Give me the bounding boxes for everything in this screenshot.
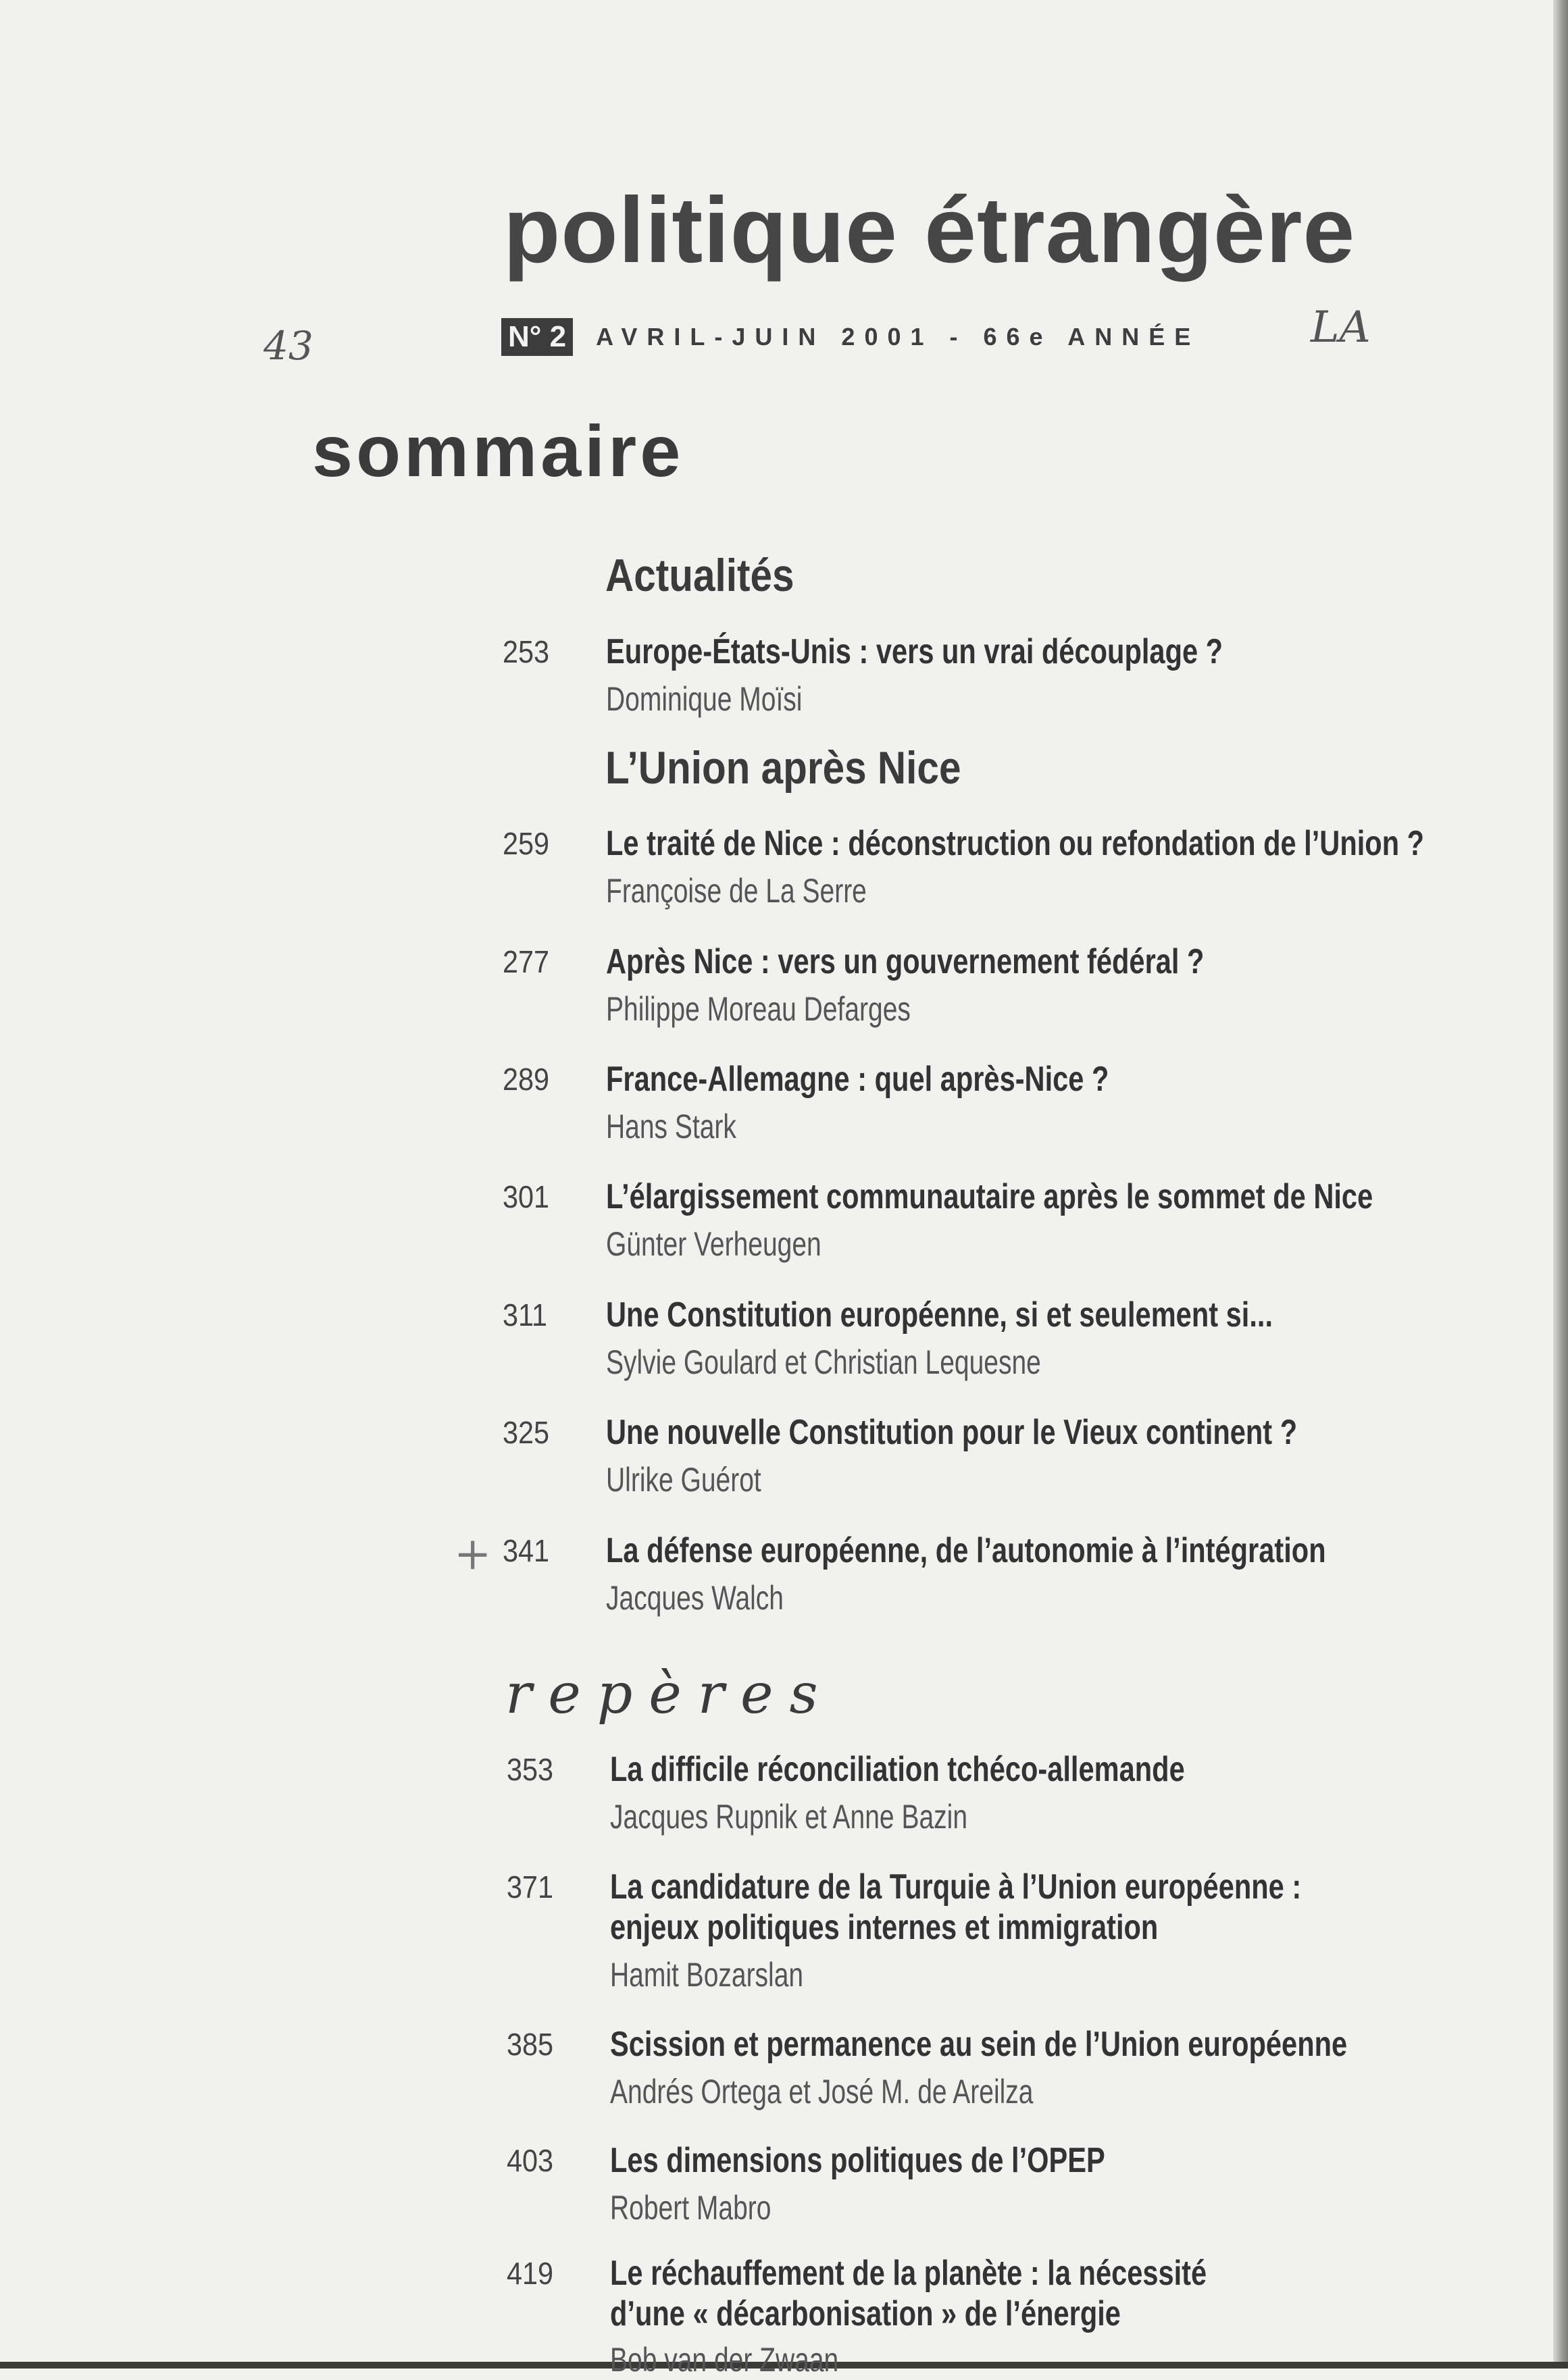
entry-author: Jacques Rupnik et Anne Bazin — [610, 1798, 968, 1836]
handwritten-margin-mark: + — [454, 1528, 492, 1580]
entry-page-number: 385 — [507, 2027, 554, 2062]
page-edge — [1553, 0, 1568, 2369]
entry-title-line2: d’une « décarbonisation » de l’énergie — [610, 2294, 1121, 2333]
entry-title: Scission et permanence au sein de l’Union européenne — [610, 2025, 1348, 2064]
entry-author: Dominique Moïsi — [606, 680, 803, 718]
entry-author: Philippe Moreau Defarges — [606, 990, 911, 1028]
section-union-apres-nice: L’Union après Nice — [605, 742, 961, 794]
entry-author: Bob van der Zwaan — [610, 2341, 839, 2379]
entry-page-number: 371 — [507, 1869, 554, 1905]
entry-title: Une nouvelle Constitution pour le Vieux continent ? — [606, 1413, 1298, 1452]
entry-page-number: 419 — [507, 2256, 554, 2291]
issue-number-badge: N° 2 — [501, 318, 573, 356]
entry-title: Les dimensions politiques de l’OPEP — [610, 2141, 1105, 2180]
entry-title: Une Constitution européenne, si et seulement si... — [606, 1295, 1273, 1335]
entry-author: Françoise de La Serre — [606, 872, 867, 910]
entry-title: La difficile réconciliation tchéco-allemande — [610, 1750, 1185, 1789]
journal-title: politique étrangère — [503, 178, 1356, 282]
section-reperes: repères — [505, 1662, 834, 1726]
entry-title: La candidature de la Turquie à l’Union européenne : — [610, 1867, 1302, 1907]
contents-heading: sommaire — [312, 410, 684, 492]
section-actualites: Actualités — [605, 550, 794, 601]
entry-author: Günter Verheugen — [606, 1225, 821, 1263]
entry-author: Robert Mabro — [610, 2189, 772, 2227]
handwritten-annotation-right: LA — [1311, 303, 1371, 353]
entry-author: Andrés Ortega et José M. de Areilza — [610, 2073, 1034, 2111]
entry-title: Le traité de Nice : déconstruction ou refondation de l’Union ? — [606, 824, 1425, 863]
entry-page-number: 289 — [503, 1062, 550, 1097]
entry-title: Le réchauffement de la planète : la nécessité — [610, 2254, 1207, 2293]
entry-author: Hamit Bozarslan — [610, 1956, 804, 1994]
entry-author: Ulrike Guérot — [606, 1461, 761, 1499]
handwritten-annotation-left: 43 — [263, 323, 313, 369]
entry-page-number: 353 — [507, 1752, 554, 1787]
entry-page-number: 253 — [503, 634, 550, 669]
entry-page-number: 311 — [503, 1297, 548, 1333]
entry-title-line2: enjeux politiques internes et immigration — [610, 1908, 1159, 1947]
entry-title: La défense européenne, de l’autonomie à l’intégration — [606, 1531, 1326, 1570]
entry-title: L’élargissement communautaire après le sommet de Nice — [606, 1177, 1373, 1216]
entry-page-number: 403 — [507, 2143, 554, 2178]
issue-date: AVRIL-JUIN 2001 - 66e ANNÉE — [596, 323, 1200, 351]
entry-page-number: 325 — [503, 1415, 550, 1450]
entry-page-number: 341 — [503, 1533, 550, 1568]
entry-title: Après Nice : vers un gouvernement fédéral ? — [606, 942, 1205, 981]
entry-author: Sylvie Goulard et Christian Lequesne — [606, 1343, 1041, 1381]
issue-info — [501, 316, 1200, 358]
entry-title: Europe-États-Unis : vers un vrai découplage ? — [606, 632, 1223, 671]
entry-page-number: 277 — [503, 944, 550, 979]
entry-author: Hans Stark — [606, 1108, 736, 1145]
entry-page-number: 259 — [503, 826, 550, 861]
entry-page-number: 301 — [503, 1179, 550, 1214]
entry-title: France-Allemagne : quel après-Nice ? — [606, 1060, 1109, 1099]
entry-author: Jacques Walch — [606, 1579, 784, 1617]
